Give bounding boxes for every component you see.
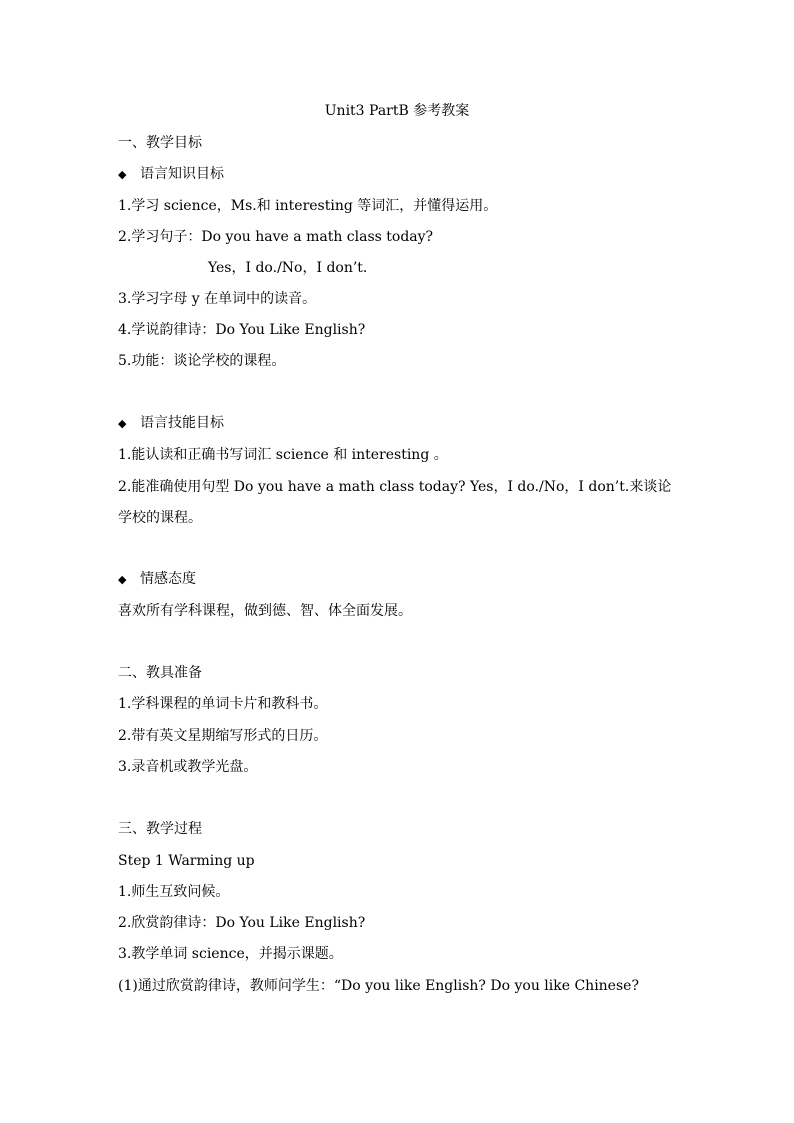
- list-item: 2.能准确使用句型 Do you have a math class today? Yes，I do./No，I don’t.来谈论: [118, 479, 672, 495]
- list-item: 2.欣赏韵律诗：Do You Like English?: [118, 915, 366, 931]
- list-item: 5.功能：谈论学校的课程。: [118, 353, 286, 369]
- diamond-bullet-icon: ◆: [118, 417, 127, 430]
- subsection-attitude: [118, 569, 196, 590]
- list-item: (1)通过欣赏韵律诗，教师问学生：“Do you like English? Do you like Chinese?: [118, 978, 639, 994]
- diamond-bullet-icon: ◆: [118, 168, 127, 181]
- list-item: 2.带有英文星期缩写形式的日历。: [118, 728, 328, 744]
- subsection-language-skills: [118, 413, 224, 434]
- subsection-label: 情感态度: [140, 571, 196, 587]
- list-item: Yes，I do./No，I don’t.: [208, 260, 368, 276]
- subsection-label: 语言知识目标: [140, 166, 224, 182]
- list-item: 3.学习字母 y 在单词中的读音。: [118, 291, 317, 307]
- diamond-bullet-icon: ◆: [118, 573, 127, 586]
- list-item: 2.学习句子：Do you have a math class today?: [118, 229, 434, 245]
- step-heading: Step 1 Warming up: [118, 853, 255, 869]
- subsection-language-knowledge: [118, 164, 224, 185]
- list-item: 喜欢所有学科课程，做到德、智、体全面发展。: [118, 603, 412, 619]
- document-title: Unit3 PartB 参考教案: [324, 103, 470, 119]
- list-item: 1.师生互致问候。: [118, 884, 230, 900]
- section-heading-process: 三、教学过程: [118, 821, 202, 837]
- section-heading-objectives: 一、教学目标: [118, 135, 202, 151]
- list-item: 学校的课程。: [118, 510, 202, 526]
- subsection-label: 语言技能目标: [140, 415, 224, 431]
- list-item: 1.学习 science，Ms.和 interesting 等词汇，并懂得运用。: [118, 198, 498, 214]
- list-item: 4.学说韵律诗：Do You Like English?: [118, 322, 366, 338]
- list-item: 1.能认读和正确书写词汇 science 和 interesting 。: [118, 447, 448, 463]
- list-item: 1.学科课程的单词卡片和教科书。: [118, 696, 328, 712]
- section-heading-materials: 二、教具准备: [118, 665, 202, 681]
- list-item: 3.教学单词 science，并揭示课题。: [118, 946, 343, 962]
- list-item: 3.录音机或教学光盘。: [118, 759, 258, 775]
